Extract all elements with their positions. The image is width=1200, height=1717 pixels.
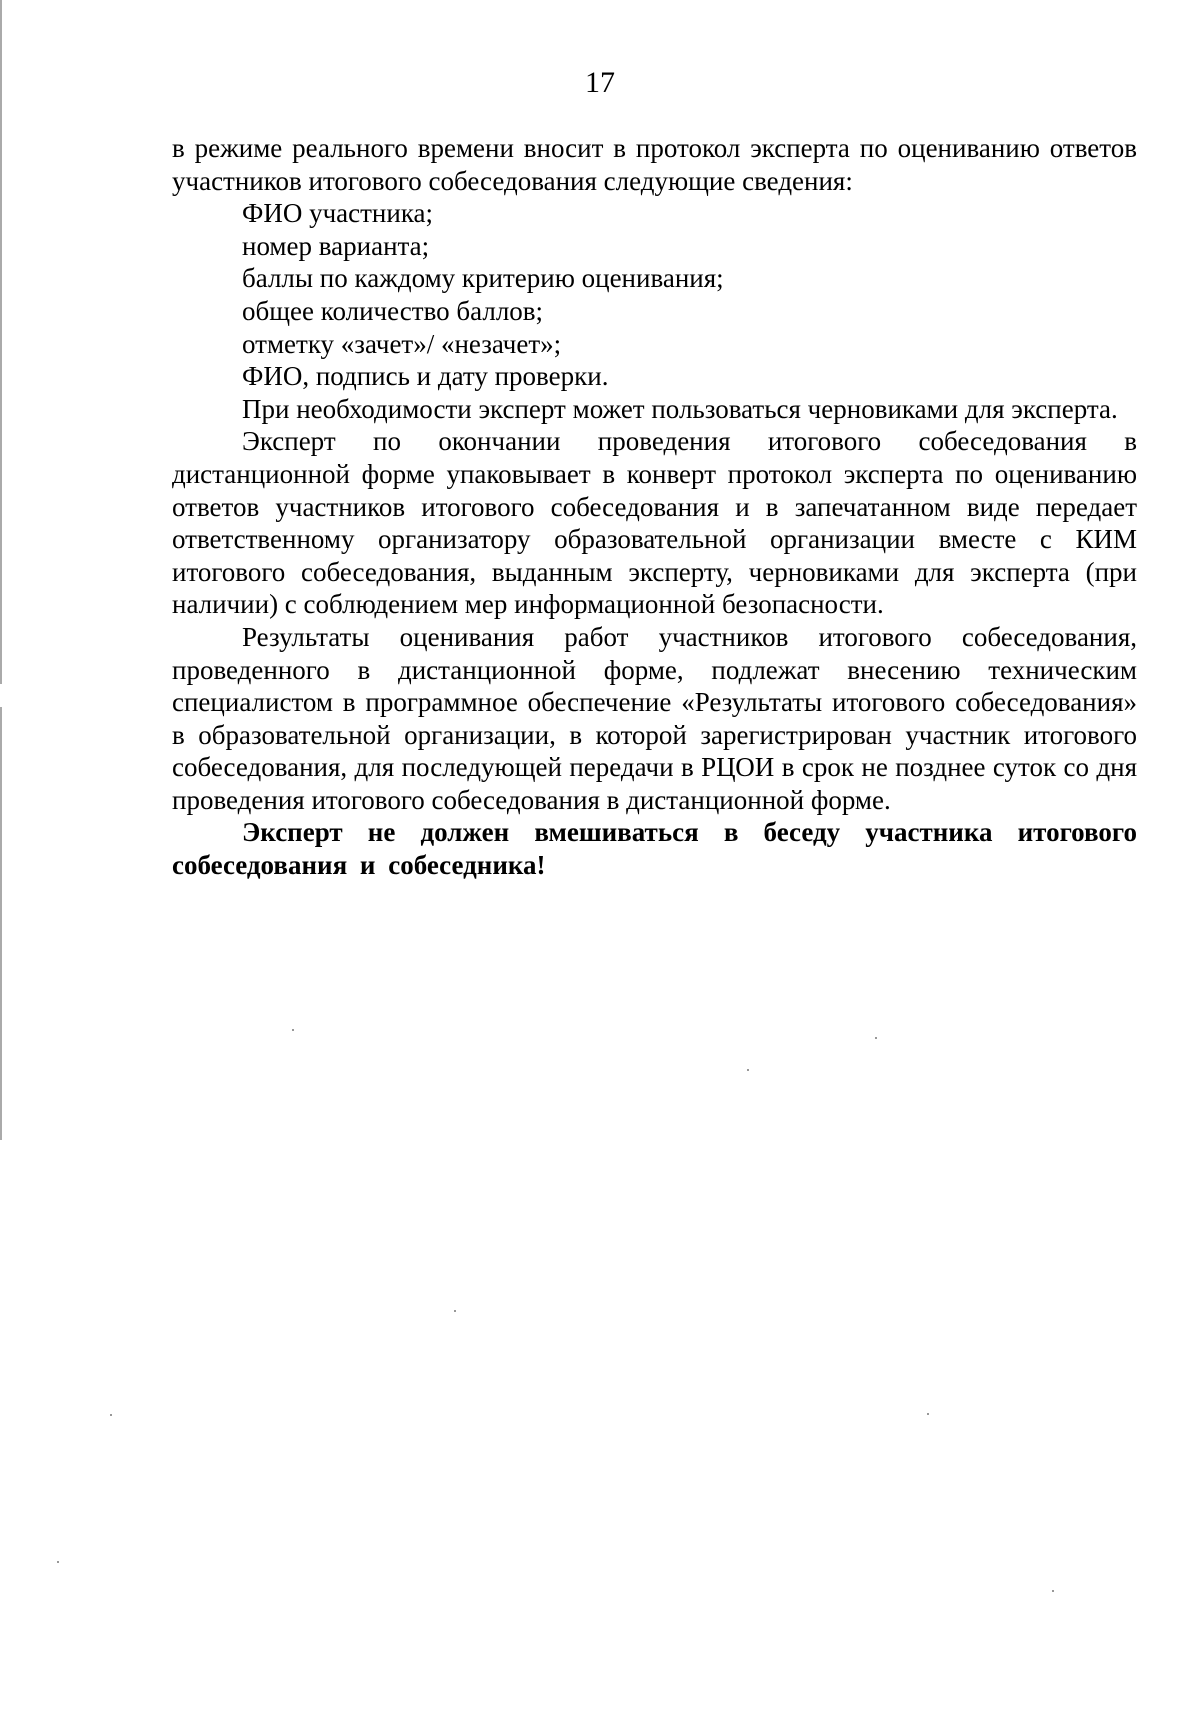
scan-speck [927, 1413, 929, 1415]
document-body [172, 132, 1137, 882]
paragraph-results: Результаты оценивания работ участников итогового собеседования, проведенного в дистанционной форме, подлежат внесению техническим специалистом в программное обеспечение «Результаты итогового собеседования» в образовательной организации, в которой зарегистрирован участник итогового собеседования, для последующей передачи в РЦОИ в срок не позднее суток со дня проведения итогового собеседования в дистанционной форме. [172, 621, 1137, 815]
scan-speck [747, 1069, 749, 1071]
scan-edge [0, 0, 2, 1140]
paragraph-drafts: При необходимости эксперт может пользоваться черновиками для эксперта. [242, 393, 1118, 424]
list-item: ФИО участника; [242, 198, 434, 229]
scan-speck [875, 1037, 877, 1039]
scan-speck [1052, 1590, 1054, 1592]
scan-speck [454, 1310, 456, 1312]
scan-speck [292, 1029, 294, 1031]
list-item: номер варианта; [242, 230, 430, 261]
list-item: ФИО, подпись и дату проверки. [242, 361, 609, 392]
paragraph-packing: Эксперт по окончании проведения итогового собеседования в дистанционной форме упаковывает в конверт протокол эксперта по оцениванию ответов участников итогового собеседования и в запечатанном виде передает ответственному организатору образовательной организации вместе с КИМ итогового собеседования, выданным эксперту, черновиками для эксперта (при наличии) с соблюдением мер информационной безопасности. [172, 426, 1137, 620]
list-item: общее количество баллов; [242, 295, 544, 326]
paragraph-warning: Эксперт не должен вмешиваться в беседу участника итогового собеседования и собеседника! [172, 817, 1137, 881]
list-item: отметку «зачет»/ «незачет»; [242, 328, 562, 359]
scan-speck [110, 1414, 112, 1416]
scan-speck [57, 1561, 59, 1563]
page-number: 17 [585, 66, 615, 99]
list-item: баллы по каждому критерию оценивания; [242, 263, 724, 294]
paragraph-intro: в режиме реального времени вносит в протокол эксперта по оцениванию ответов участников итогового собеседования следующие сведения: [172, 133, 1137, 196]
